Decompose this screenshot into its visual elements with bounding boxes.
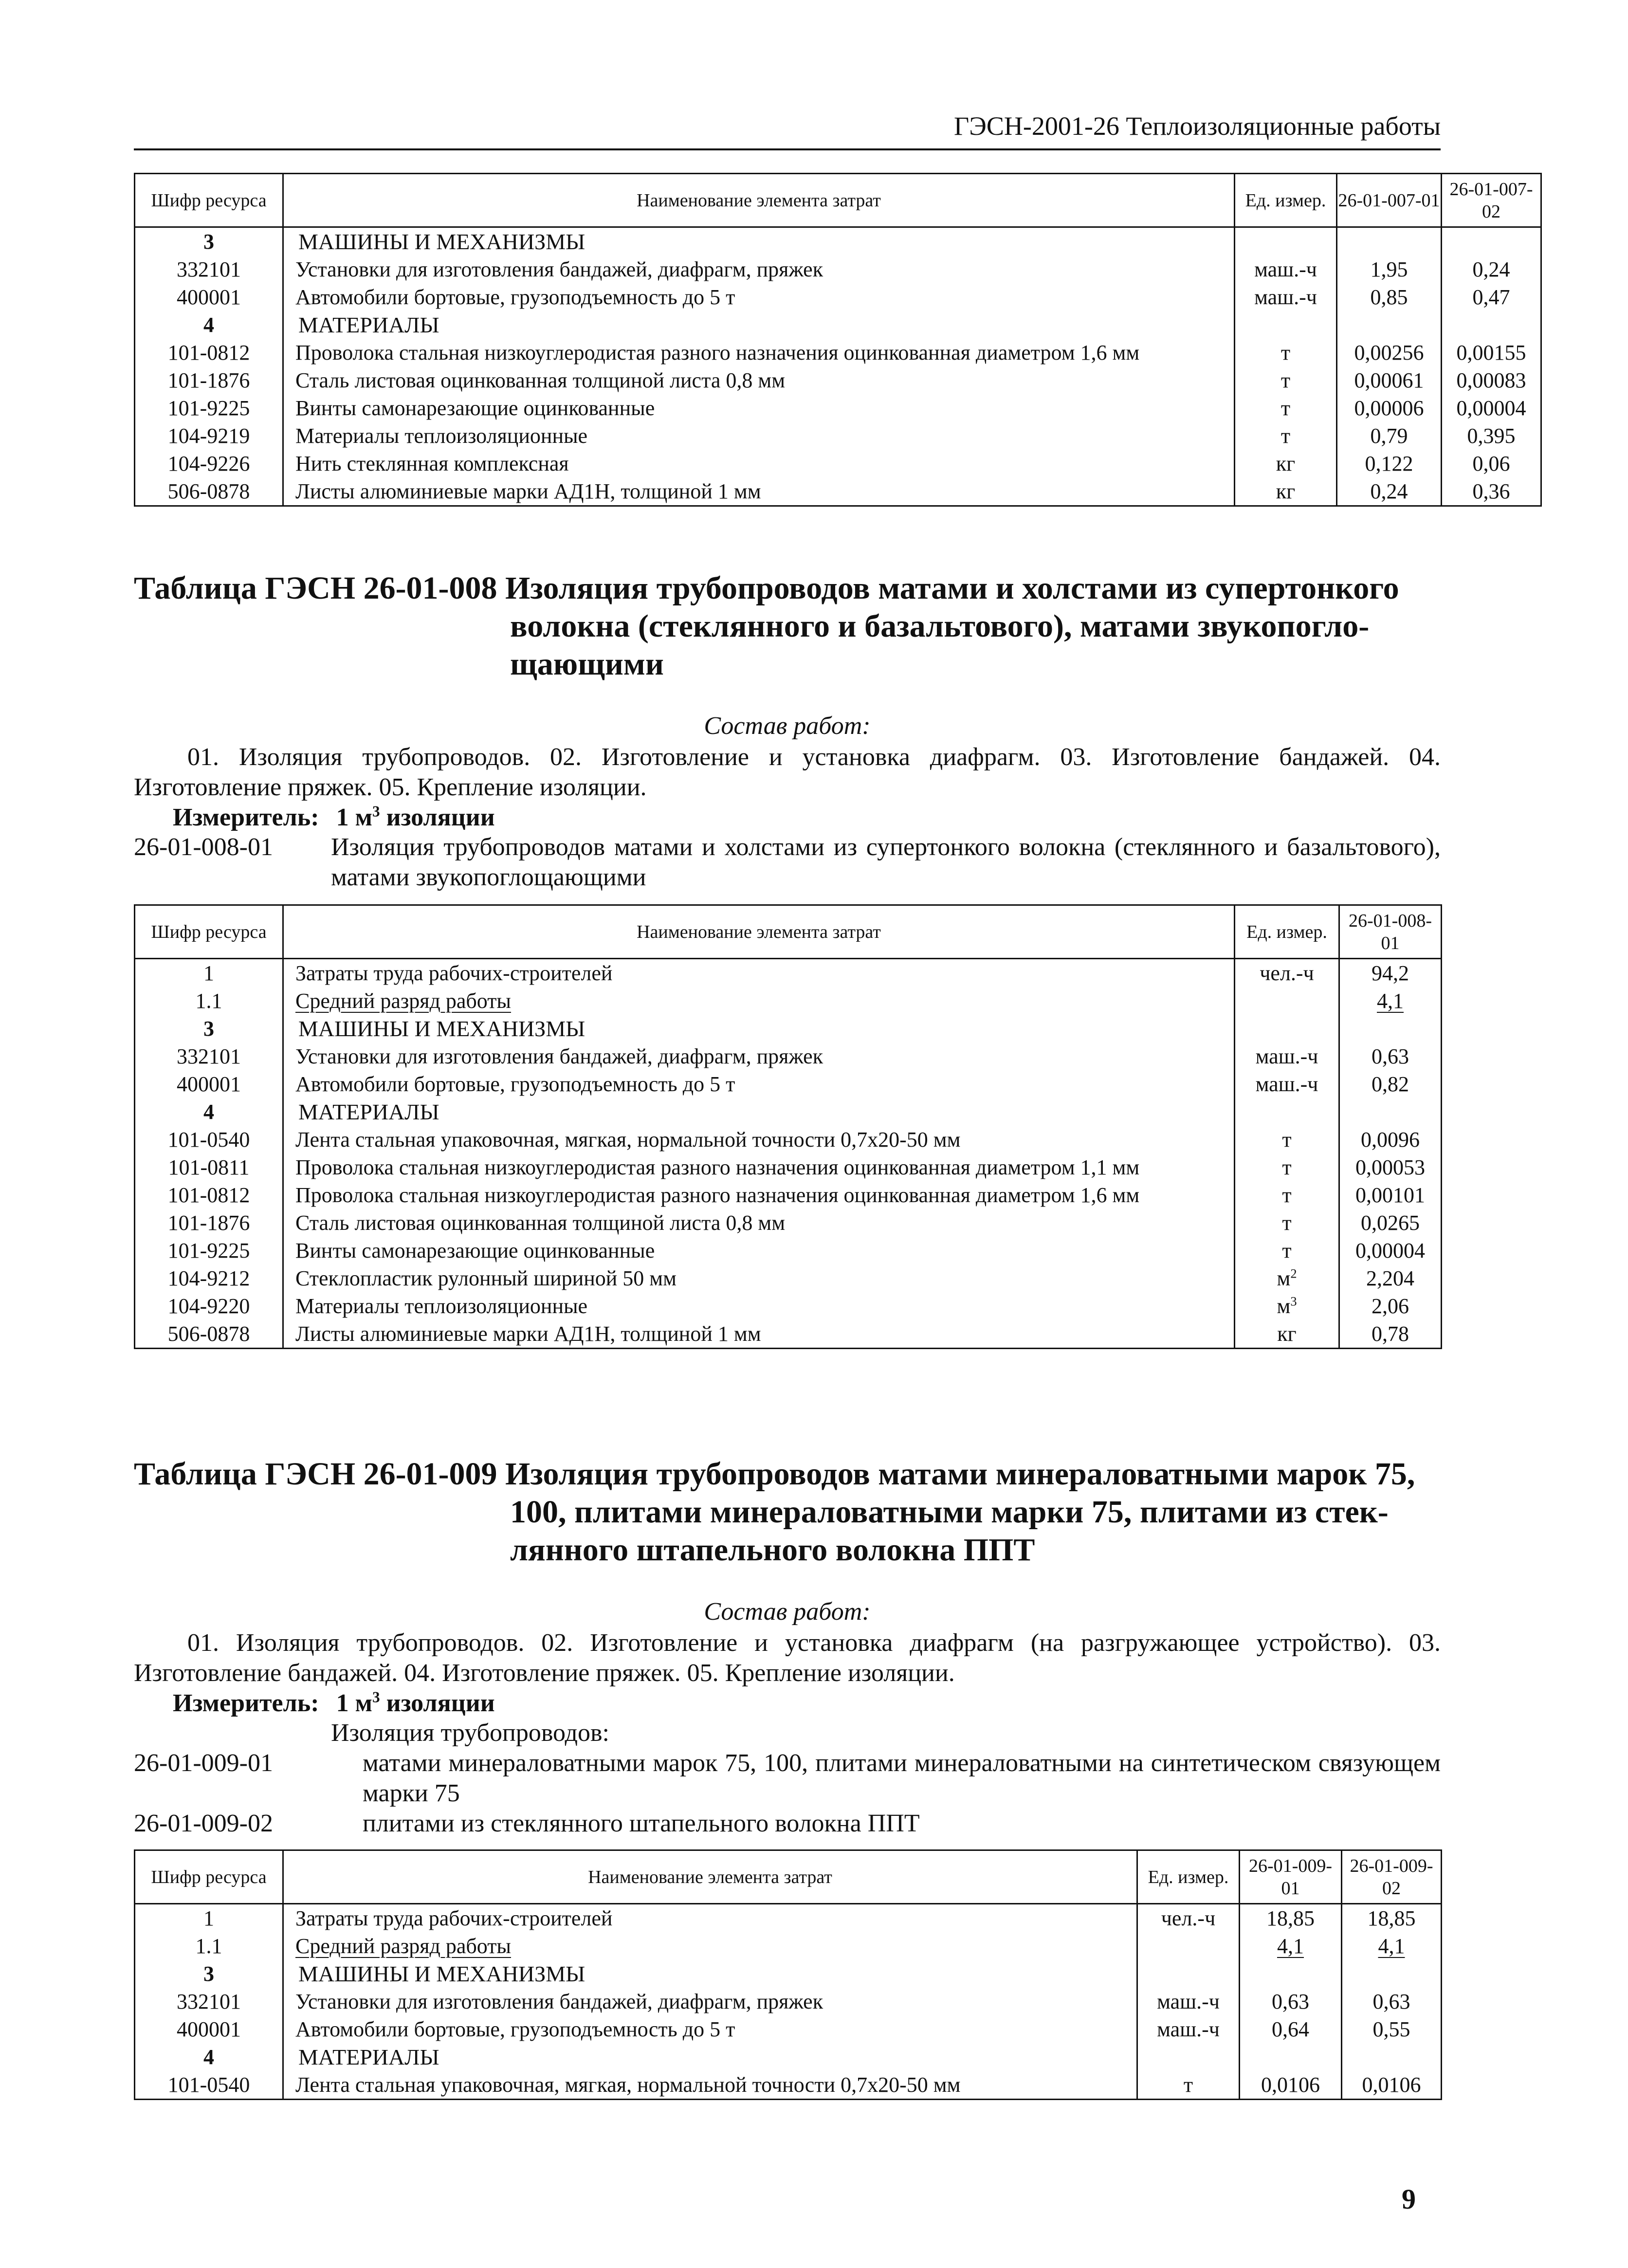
table-row	[135, 2015, 1442, 2043]
measure-label: Измеритель:	[173, 804, 319, 831]
col-header-norm: 26-01-009-02	[1342, 1850, 1442, 1904]
norm-value: 18,85	[1342, 1904, 1442, 1933]
unit-value: маш.-ч	[1254, 257, 1317, 281]
title-line: 100, плитами минераловатными марки 75, плитами из стек-	[510, 1494, 1389, 1530]
table-row	[135, 394, 1541, 422]
unit-cell	[1137, 1932, 1240, 1960]
table-row	[135, 477, 1541, 506]
resource-code: 3	[135, 1960, 283, 1988]
norm-value: 0,0106	[1240, 2071, 1342, 2100]
norm-value	[1337, 311, 1442, 339]
measure-line	[173, 803, 495, 832]
norm-value: 2,204	[1339, 1264, 1442, 1292]
norm-value: 0,0265	[1339, 1209, 1442, 1237]
unit-cell	[1235, 1320, 1339, 1349]
section-heading: МАТЕРИАЛЫ	[283, 2043, 1137, 2071]
unit-value: т	[1183, 2073, 1193, 2097]
table-row	[135, 1292, 1442, 1320]
norm-value	[1339, 1098, 1442, 1126]
unit-value: маш.-ч	[1254, 285, 1317, 309]
norm-value: 0,63	[1342, 1988, 1442, 2015]
resource-code: 101-0540	[135, 1126, 283, 1153]
resource-code: 101-0540	[135, 2071, 283, 2100]
resource-name: Листы алюминиевые марки АД1Н, толщиной 1 мм	[283, 477, 1235, 506]
unit-cell	[1235, 366, 1337, 394]
section-row	[135, 1960, 1442, 1988]
col-header-unit: Ед. измер.	[1235, 905, 1339, 959]
unit-cell	[1235, 1264, 1339, 1292]
resource-name: Листы алюминиевые марки АД1Н, толщиной 1 мм	[283, 1320, 1235, 1349]
measure-unit: изоляции	[386, 1689, 495, 1717]
norm-value	[1240, 1960, 1342, 1988]
resource-name: Материалы теплоизоляционные	[283, 422, 1235, 450]
norm-description: матами минераловатными марок 75, 100, плитами минераловатными на синтетическом связующем марки 75	[363, 1749, 1441, 1807]
unit-cell	[1235, 1043, 1339, 1070]
resource-code: 400001	[135, 1070, 283, 1098]
resource-table-008	[134, 904, 1442, 1349]
unit-cell	[1235, 311, 1337, 339]
page-number: 9	[1402, 2183, 1416, 2215]
norm-value: 0,00006	[1337, 394, 1442, 422]
col-header-unit: Ед. измер.	[1137, 1850, 1240, 1904]
unit-cell	[1235, 1098, 1339, 1126]
work-composition-label: Состав работ:	[704, 712, 871, 740]
measure-value: 1 м	[336, 804, 373, 831]
resource-code: 332101	[135, 1988, 283, 2015]
norm-value	[1342, 2043, 1442, 2071]
norm-value: 0,55	[1342, 2015, 1442, 2043]
table-row	[135, 1932, 1442, 1960]
unit-value: маш.-ч	[1255, 1044, 1318, 1068]
norm-value	[1442, 227, 1541, 256]
unit-value: кг	[1277, 1322, 1297, 1346]
col-header-code: Шифр ресурса	[135, 905, 283, 959]
norm-value: 1,95	[1337, 256, 1442, 283]
resource-table-007	[134, 173, 1542, 507]
resource-code: 104-9226	[135, 450, 283, 477]
title-line: волокна (стеклянного и базальтового), матами звукопогло-	[510, 608, 1370, 644]
table-row	[135, 283, 1541, 311]
unit-cell	[1235, 1209, 1339, 1237]
col-header-norm: 26-01-007-01	[1337, 174, 1442, 227]
unit-value: м	[1277, 1266, 1291, 1290]
unit-cell	[1235, 283, 1337, 311]
section-heading: МАШИНЫ И МЕХАНИЗМЫ	[283, 227, 1235, 256]
work-composition-body: 01. Изоляция трубопроводов. 02. Изготовление и установка диафрагм. 03. Изготовление бандажей. 04. Изготовление пряжек. 05. Крепление изоляции.	[134, 743, 1441, 801]
table-row	[135, 450, 1541, 477]
norm-value: 0,47	[1442, 283, 1541, 311]
norm-value: 4,1	[1240, 1932, 1342, 1960]
norm-value: 0,0096	[1339, 1126, 1442, 1153]
resource-name: Материалы теплоизоляционные	[283, 1292, 1235, 1320]
unit-value: м	[1277, 1294, 1291, 1318]
resource-name: Средний разряд работы	[283, 987, 1235, 1015]
title-line: Таблица ГЭСН 26-01-009 Изоляция трубопроводов матами минераловатными марок 75,	[134, 1456, 1415, 1492]
unit-cell	[1235, 1126, 1339, 1153]
unit-cell	[1235, 477, 1337, 506]
resource-name: Винты самонарезающие оцинкованные	[283, 394, 1235, 422]
norm-value: 0,00083	[1442, 366, 1541, 394]
unit-value: т	[1282, 1128, 1292, 1152]
norm-value: 0,0106	[1342, 2071, 1442, 2100]
norm-value: 0,82	[1339, 1070, 1442, 1098]
norm-description: Изоляция трубопроводов матами и холстами из супертонкого волокна (стеклянного и базальтового), матами звукопоглощающими	[331, 833, 1441, 891]
resource-code: 104-9212	[135, 1264, 283, 1292]
unit-value: кг	[1276, 479, 1296, 503]
unit-value: маш.-ч	[1255, 1072, 1318, 1096]
section-row	[135, 227, 1541, 256]
table-row	[135, 1043, 1442, 1070]
norm-value: 0,00004	[1339, 1237, 1442, 1264]
title-line: щающими	[510, 646, 664, 682]
unit-cell	[1137, 2071, 1240, 2100]
norm-value: 4,1	[1339, 987, 1442, 1015]
table-row	[135, 1988, 1442, 2015]
unit-value: маш.-ч	[1157, 1990, 1220, 2013]
table-row	[135, 1237, 1442, 1264]
measure-value: 1 м	[336, 1689, 373, 1717]
table-row	[135, 959, 1442, 988]
unit-value: чел.-ч	[1260, 961, 1314, 985]
norm-code: 26-01-009-02	[134, 1810, 273, 1837]
col-header-norm: 26-01-007-02	[1442, 174, 1541, 227]
table-row	[135, 366, 1541, 394]
work-composition-text	[134, 1628, 1441, 1688]
unit-value: т	[1280, 396, 1291, 420]
norm-value	[1442, 311, 1541, 339]
unit-value: т	[1280, 368, 1291, 392]
resource-name: Проволока стальная низкоуглеродистая разного назначения оцинкованная диаметром 1,6 мм	[283, 339, 1235, 366]
norm-value: 0,79	[1337, 422, 1442, 450]
unit-cell	[1235, 959, 1339, 988]
resource-code: 4	[135, 311, 283, 339]
norm-value: 4,1	[1342, 1932, 1442, 1960]
header-rule	[134, 148, 1441, 150]
table-row	[135, 1153, 1442, 1181]
col-header-code: Шифр ресурса	[135, 1850, 283, 1904]
norm-value	[1240, 2043, 1342, 2071]
section-heading: МАТЕРИАЛЫ	[283, 311, 1235, 339]
resource-name: Автомобили бортовые, грузоподъемность до 5 т	[283, 1070, 1235, 1098]
resource-code: 101-0812	[135, 339, 283, 366]
resource-code: 4	[135, 2043, 283, 2071]
measure-label: Измеритель:	[173, 1689, 319, 1717]
table-title-009	[134, 1455, 1441, 1569]
norm-value: 0,00101	[1339, 1181, 1442, 1209]
resource-code: 1.1	[135, 1932, 283, 1960]
title-line: лянного штапельного волокна ППТ	[510, 1532, 1035, 1568]
norm-value: 0,00004	[1442, 394, 1541, 422]
norm-value	[1337, 227, 1442, 256]
norm-value: 0,63	[1240, 1988, 1342, 2015]
resource-name: Затраты труда рабочих-строителей	[283, 959, 1235, 988]
col-header-name: Наименование элемента затрат	[283, 1850, 1137, 1904]
norm-item	[134, 1809, 1441, 1839]
work-composition-label: Состав работ:	[704, 1598, 871, 1626]
section-row	[135, 1098, 1442, 1126]
unit-cell	[1235, 394, 1337, 422]
resource-code: 104-9219	[135, 422, 283, 450]
resource-name: Средний разряд работы	[283, 1932, 1137, 1960]
norm-value	[1339, 1015, 1442, 1043]
measure-line	[173, 1689, 495, 1718]
unit-cell	[1235, 256, 1337, 283]
unit-cell	[1235, 422, 1337, 450]
unit-cell	[1235, 1292, 1339, 1320]
resource-code: 506-0878	[135, 1320, 283, 1349]
section-heading: МАШИНЫ И МЕХАНИЗМЫ	[283, 1015, 1235, 1043]
norm-group-text: Изоляция трубопроводов:	[331, 1719, 609, 1747]
resource-code: 1	[135, 1904, 283, 1933]
resource-code: 1.1	[135, 987, 283, 1015]
unit-cell	[1137, 1988, 1240, 2015]
unit-cell	[1235, 987, 1339, 1015]
unit-value: т	[1282, 1155, 1292, 1179]
resource-table-009	[134, 1849, 1442, 2100]
resource-code: 101-9225	[135, 394, 283, 422]
table-row	[135, 1904, 1442, 1933]
unit-value: чел.-ч	[1161, 1906, 1216, 1930]
measure-sup: 3	[372, 1688, 380, 1706]
section-heading: МАТЕРИАЛЫ	[283, 1098, 1235, 1126]
norm-group	[134, 1718, 1441, 1748]
resource-name: Затраты труда рабочих-строителей	[283, 1904, 1137, 1933]
resource-code: 101-1876	[135, 366, 283, 394]
norm-value: 94,2	[1339, 959, 1442, 988]
norm-value: 0,36	[1442, 477, 1541, 506]
resource-name: Лента стальная упаковочная, мягкая, нормальной точности 0,7x20-50 мм	[283, 1126, 1235, 1153]
norm-item	[134, 1748, 1441, 1809]
norm-value: 0,63	[1339, 1043, 1442, 1070]
table-row	[135, 987, 1442, 1015]
resource-code: 101-9225	[135, 1237, 283, 1264]
table-row	[135, 1126, 1442, 1153]
resource-name: Винты самонарезающие оцинкованные	[283, 1237, 1235, 1264]
resource-code: 4	[135, 1098, 283, 1126]
resource-code: 506-0878	[135, 477, 283, 506]
resource-code: 332101	[135, 1043, 283, 1070]
resource-code: 332101	[135, 256, 283, 283]
norm-value: 0,122	[1337, 450, 1442, 477]
section-row	[135, 1015, 1442, 1043]
table-row	[135, 1209, 1442, 1237]
norm-value: 0,00155	[1442, 339, 1541, 366]
unit-cell	[1137, 2043, 1240, 2071]
unit-cell	[1137, 2015, 1240, 2043]
norm-value: 0,78	[1339, 1320, 1442, 1349]
resource-name: Автомобили бортовые, грузоподъемность до 5 т	[283, 2015, 1137, 2043]
section-row	[135, 2043, 1442, 2071]
norm-item	[134, 832, 1441, 893]
resource-name: Проволока стальная низкоуглеродистая разного назначения оцинкованная диаметром 1,1 мм	[283, 1153, 1235, 1181]
table-title-008	[134, 569, 1441, 683]
unit-cell	[1235, 1015, 1339, 1043]
norm-value: 0,00256	[1337, 339, 1442, 366]
unit-value: т	[1280, 424, 1291, 448]
col-header-name: Наименование элемента затрат	[283, 174, 1235, 227]
title-line: Таблица ГЭСН 26-01-008 Изоляция трубопроводов матами и холстами из супертонкого	[134, 570, 1399, 606]
unit-cell	[1235, 1181, 1339, 1209]
resource-code: 1	[135, 959, 283, 988]
unit-cell	[1235, 450, 1337, 477]
table-row	[135, 2071, 1442, 2100]
section-row	[135, 311, 1541, 339]
resource-code: 3	[135, 227, 283, 256]
norm-value: 0,00061	[1337, 366, 1442, 394]
resource-name: Установки для изготовления бандажей, диафрагм, пряжек	[283, 256, 1235, 283]
unit-cell	[1235, 1237, 1339, 1264]
resource-name: Нить стеклянная комплексная	[283, 450, 1235, 477]
measure-unit: изоляции	[386, 804, 495, 831]
norm-value: 2,06	[1339, 1292, 1442, 1320]
resource-code: 400001	[135, 283, 283, 311]
unit-cell	[1137, 1960, 1240, 1988]
running-header: ГЭСН-2001-26 Теплоизоляционные работы	[953, 111, 1441, 141]
unit-sup: 3	[1290, 1294, 1297, 1309]
unit-cell	[1137, 1904, 1240, 1933]
norm-value: 18,85	[1240, 1904, 1342, 1933]
norm-value: 0,395	[1442, 422, 1541, 450]
resource-name: Установки для изготовления бандажей, диафрагм, пряжек	[283, 1043, 1235, 1070]
norm-value: 0,24	[1442, 256, 1541, 283]
norm-code: 26-01-009-01	[134, 1749, 273, 1777]
resource-name: Проволока стальная низкоуглеродистая разного назначения оцинкованная диаметром 1,6 мм	[283, 1181, 1235, 1209]
unit-value: маш.-ч	[1157, 2017, 1220, 2041]
resource-code: 101-0811	[135, 1153, 283, 1181]
col-header-norm: 26-01-009-01	[1240, 1850, 1342, 1904]
unit-value: кг	[1276, 452, 1296, 476]
table-row	[135, 1181, 1442, 1209]
table-row	[135, 1070, 1442, 1098]
norm-description: плитами из стеклянного штапельного волокна ППТ	[363, 1810, 920, 1837]
unit-value: т	[1282, 1211, 1292, 1235]
unit-cell	[1235, 1153, 1339, 1181]
work-composition-body: 01. Изоляция трубопроводов. 02. Изготовление и установка диафрагм (на разгружающее устройство). 03. Изготовление бандажей. 04. Изготовление пряжек. 05. Крепление изоляции.	[134, 1629, 1441, 1687]
norm-value: 0,24	[1337, 477, 1442, 506]
norm-value: 0,64	[1240, 2015, 1342, 2043]
norm-value	[1342, 1960, 1442, 1988]
resource-code: 3	[135, 1015, 283, 1043]
table-row	[135, 1264, 1442, 1292]
table-row	[135, 1320, 1442, 1349]
norm-value: 0,85	[1337, 283, 1442, 311]
table-row	[135, 256, 1541, 283]
unit-cell	[1235, 1070, 1339, 1098]
resource-name: Лента стальная упаковочная, мягкая, нормальной точности 0,7x20-50 мм	[283, 2071, 1137, 2100]
resource-name: Установки для изготовления бандажей, диафрагм, пряжек	[283, 1988, 1137, 2015]
resource-code: 101-0812	[135, 1181, 283, 1209]
table-row	[135, 339, 1541, 366]
resource-code: 400001	[135, 2015, 283, 2043]
unit-value: т	[1280, 341, 1291, 365]
col-header-code: Шифр ресурса	[135, 174, 283, 227]
table-row	[135, 422, 1541, 450]
resource-code: 101-1876	[135, 1209, 283, 1237]
resource-name: Сталь листовая оцинкованная толщиной листа 0,8 мм	[283, 366, 1235, 394]
resource-name: Автомобили бортовые, грузоподъемность до 5 т	[283, 283, 1235, 311]
measure-sup: 3	[372, 803, 380, 820]
unit-value: т	[1282, 1239, 1292, 1262]
col-header-unit: Ед. измер.	[1235, 174, 1337, 227]
col-header-norm: 26-01-008-01	[1339, 905, 1442, 959]
norm-value: 0,00053	[1339, 1153, 1442, 1181]
unit-sup: 2	[1290, 1266, 1297, 1281]
resource-name: Стеклопластик рулонный шириной 50 мм	[283, 1264, 1235, 1292]
section-heading: МАШИНЫ И МЕХАНИЗМЫ	[283, 1960, 1137, 1988]
col-header-name: Наименование элемента затрат	[283, 905, 1235, 959]
work-composition-text	[134, 742, 1441, 803]
resource-name: Сталь листовая оцинкованная толщиной листа 0,8 мм	[283, 1209, 1235, 1237]
norm-code: 26-01-008-01	[134, 833, 273, 861]
unit-cell	[1235, 227, 1337, 256]
norm-value: 0,06	[1442, 450, 1541, 477]
unit-cell	[1235, 339, 1337, 366]
resource-code: 104-9220	[135, 1292, 283, 1320]
unit-value: т	[1282, 1183, 1292, 1207]
